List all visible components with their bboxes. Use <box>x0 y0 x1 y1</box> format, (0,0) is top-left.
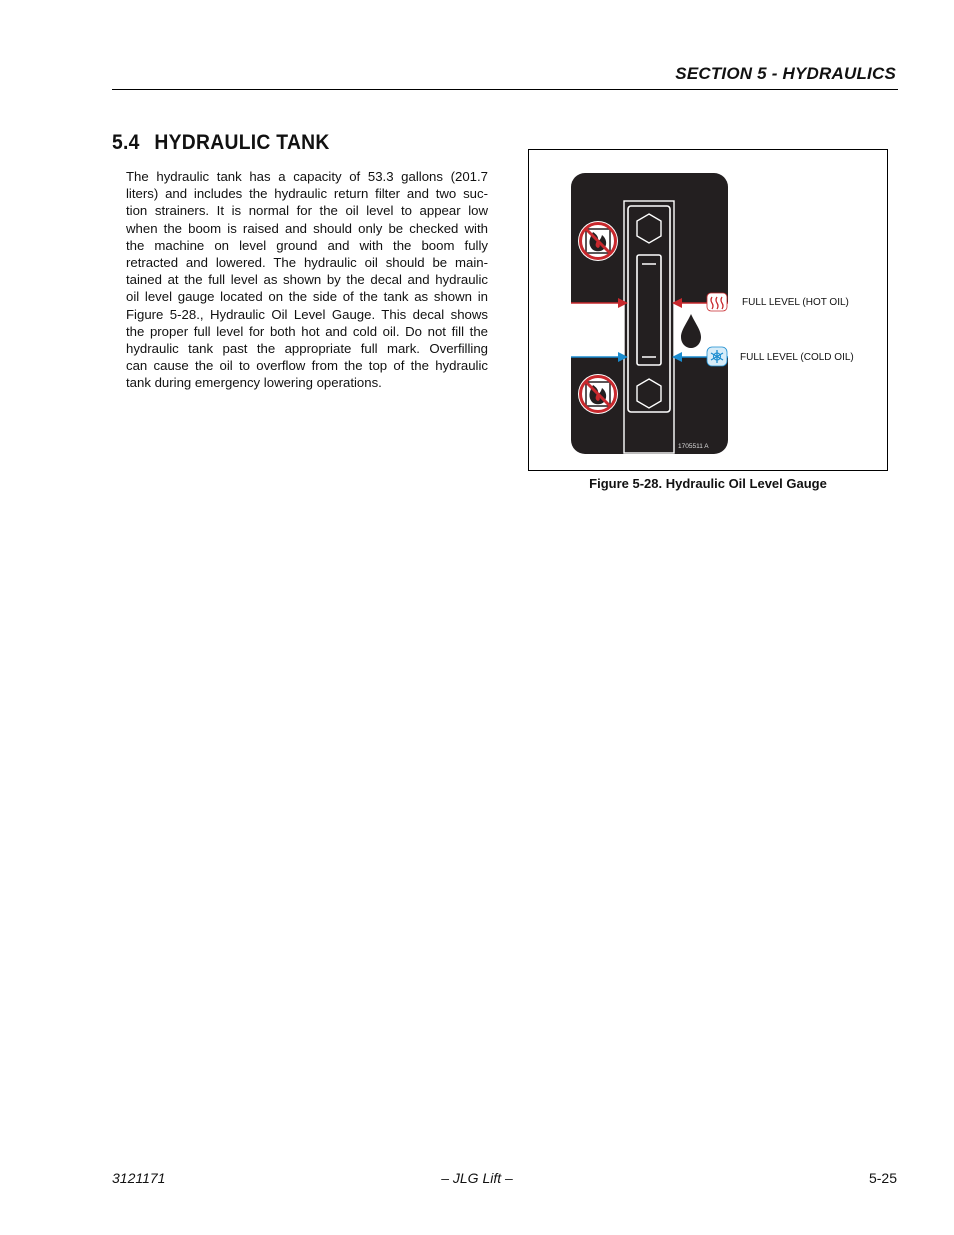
body-line: can cause the oil to overflow from the top of the hydraulic <box>126 358 488 374</box>
bottom-bolt-icon <box>637 379 661 408</box>
body-line: liters) and includes the hydraulic return filter and two suc- <box>126 186 488 202</box>
body-line: retracted and lowered. The hydraulic oil should be main- <box>126 255 488 271</box>
section-title <box>112 131 330 155</box>
body-paragraph <box>126 168 488 392</box>
section-number: 5.4 <box>112 131 140 154</box>
body-line: tank during emergency lowering operations. <box>126 375 382 391</box>
label-full-level-cold: FULL LEVEL (COLD OIL) <box>740 352 854 363</box>
body-line: oil level gauge located on the side of the tank as shown in <box>126 289 488 305</box>
footer-doc-number: 3121171 <box>112 1170 166 1186</box>
cold-oil-snowflake-icon <box>707 347 727 366</box>
header-divider <box>112 89 898 90</box>
no-fire-oil-icon <box>578 374 618 414</box>
body-line: the machine on level ground and with the boom fully <box>126 237 488 253</box>
body-line: the proper full level for both hot and cold oil. Do not fill the <box>126 323 488 339</box>
sight-gauge <box>624 201 674 453</box>
footer-page-number: 5-25 <box>868 1170 897 1186</box>
figure-caption: Figure 5-28. Hydraulic Oil Level Gauge <box>589 476 827 491</box>
no-fire-oil-icon <box>578 221 618 261</box>
decal-part-number: 1705511 A <box>678 443 709 450</box>
body-line: Figure 5-28., Hydraulic Oil Level Gauge. This decal shows <box>126 306 488 322</box>
body-line: tion strainers. It is normal for the oil level to appear low <box>126 203 488 219</box>
level-band-left <box>571 303 628 357</box>
body-line: when the boom is raised and should only be checked with <box>126 220 488 236</box>
label-full-level-hot: FULL LEVEL (HOT OIL) <box>742 297 849 308</box>
section-name: HYDRAULIC TANK <box>154 131 330 154</box>
hot-oil-heat-icon <box>707 293 727 311</box>
sight-glass <box>637 255 661 365</box>
body-line: The hydraulic tank has a capacity of 53.3 gallons (201.7 <box>126 169 488 184</box>
footer-publisher: – JLG Lift – <box>441 1170 513 1186</box>
figure-frame <box>528 149 888 471</box>
section-header: SECTION 5 - HYDRAULICS <box>675 64 896 83</box>
oil-level-gauge-illustration <box>529 150 887 470</box>
body-line: tained at the full level as shown by the decal and hydraulic <box>126 272 488 288</box>
top-bolt-icon <box>637 214 661 243</box>
body-line: hydraulic tank past the appropriate full mark. Overfilling <box>126 341 488 357</box>
